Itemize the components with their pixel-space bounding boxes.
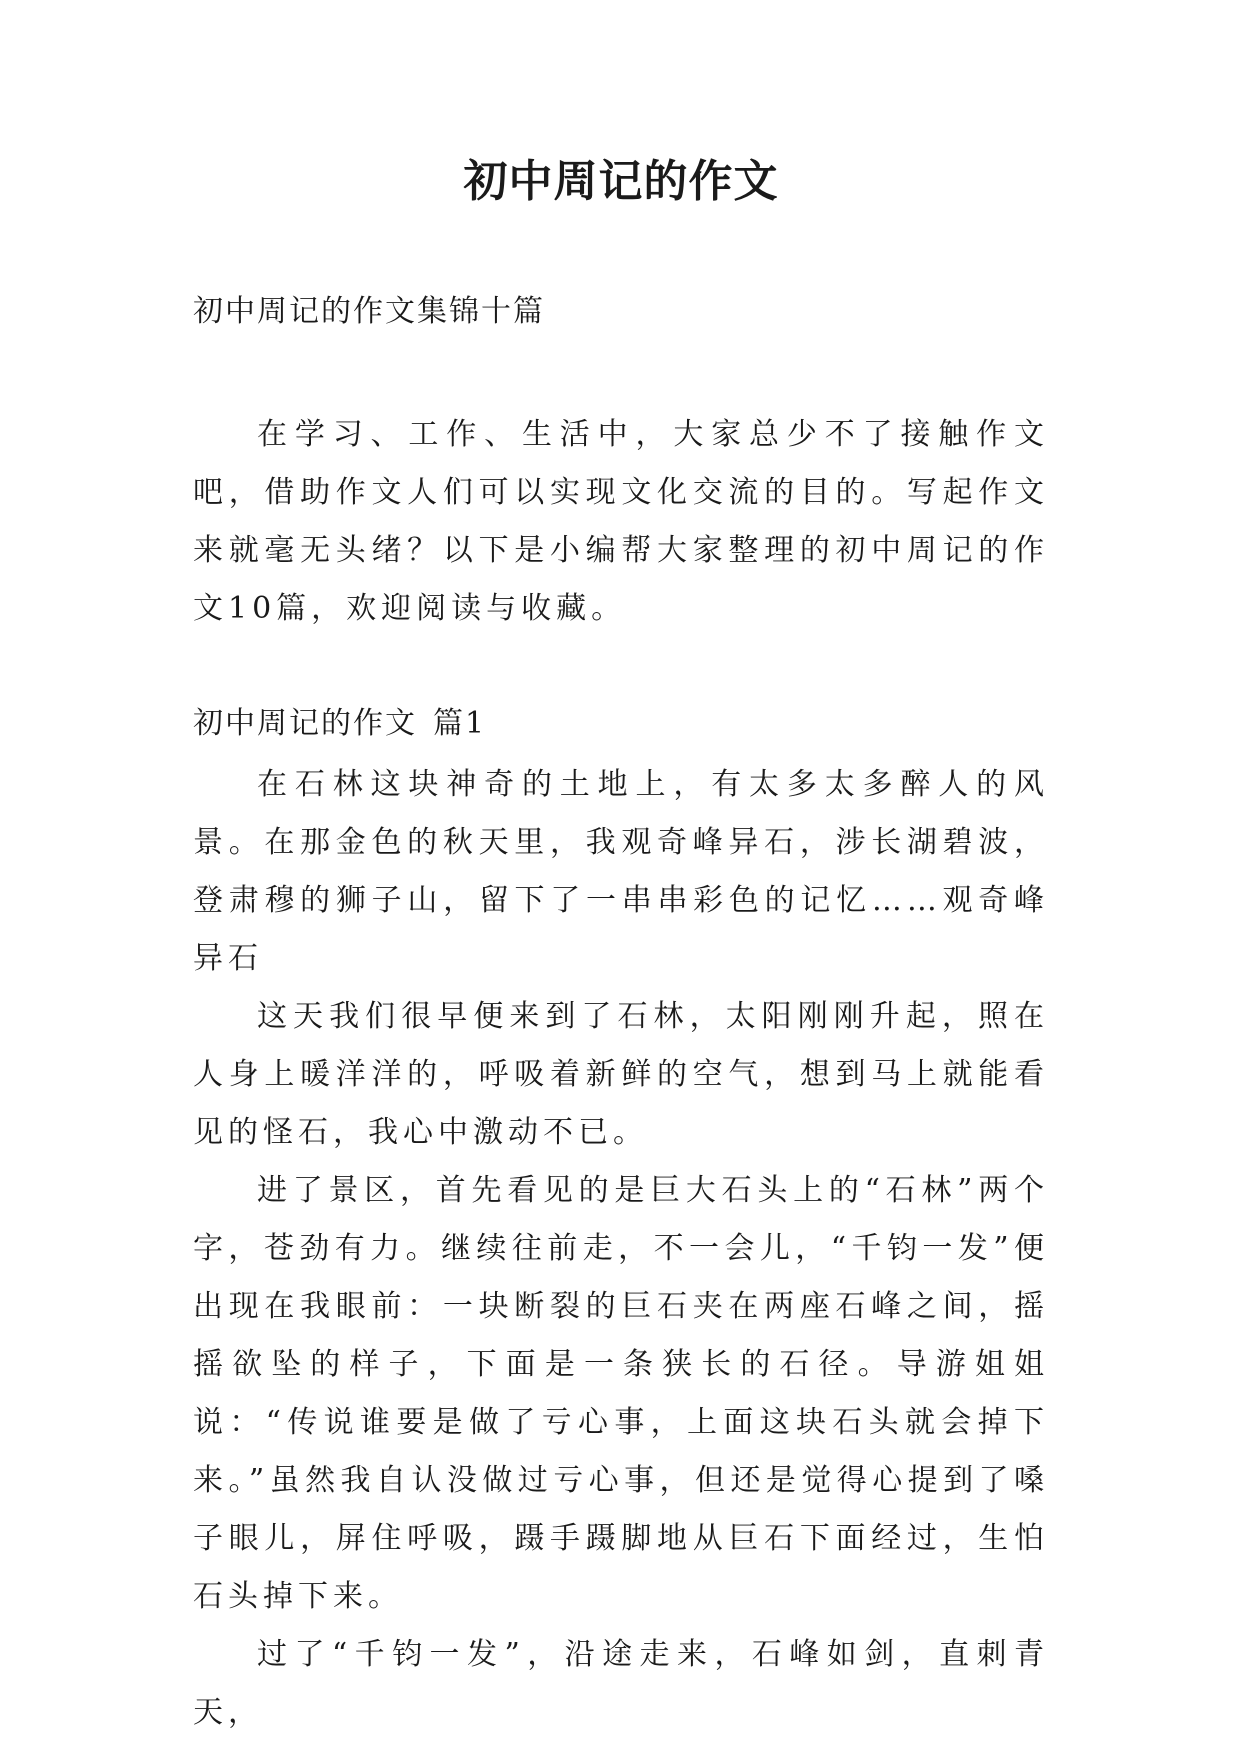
body-paragraph: 这天我们很早便来到了石林，太阳刚刚升起，照在人身上暖洋洋的，呼吸着新鲜的空气，想到马上就能看见的怪石，我心中激动不已。: [193, 999, 1049, 1150]
document-title: 初中周记的作文: [463, 156, 779, 207]
document-page: [193, 0, 1049, 1754]
intro-paragraph: 在学习、工作、生活中，大家总少不了接触作文吧，借助作文人们可以实现文化交流的目的。写起作文来就毫无头绪？以下是小编帮大家整理的初中周记的作文10篇，欢迎阅读与收藏。: [193, 417, 1049, 626]
section-number: 篇1: [433, 706, 487, 741]
body-paragraph: 进了景区，首先看见的是巨大石头上的“石林”两个字，苍劲有力。继续往前走，不一会儿，“千钧一发”便出现在我眼前：一块断裂的巨石夹在两座石峰之间，摇摇欲坠的样子，下面是一条狭长的石径。导游姐姐说：“传说谁要是做了亏心事，上面这块石头就会掉下来。”虽然我自认没做过亏心事，但还是觉得心提到了嗓子眼儿，屏住呼吸，蹑手蹑脚地从巨石下面经过，生怕石头掉下来。: [193, 1173, 1049, 1614]
section-heading: [193, 702, 486, 746]
body-paragraph: 在石林这块神奇的土地上，有太多太多醉人的风景。在那金色的秋天里，我观奇峰异石，涉长湖碧波，登肃穆的狮子山，留下了一串串彩色的记忆……观奇峰异石: [193, 767, 1049, 976]
essay-body: [193, 756, 1049, 1742]
section-title: 初中周记的作文: [193, 706, 417, 741]
body-paragraph: 过了“千钧一发”，沿途走来，石峰如剑，直刺青天，: [193, 1637, 1049, 1730]
document-subtitle: 初中周记的作文集锦十篇: [193, 294, 545, 329]
